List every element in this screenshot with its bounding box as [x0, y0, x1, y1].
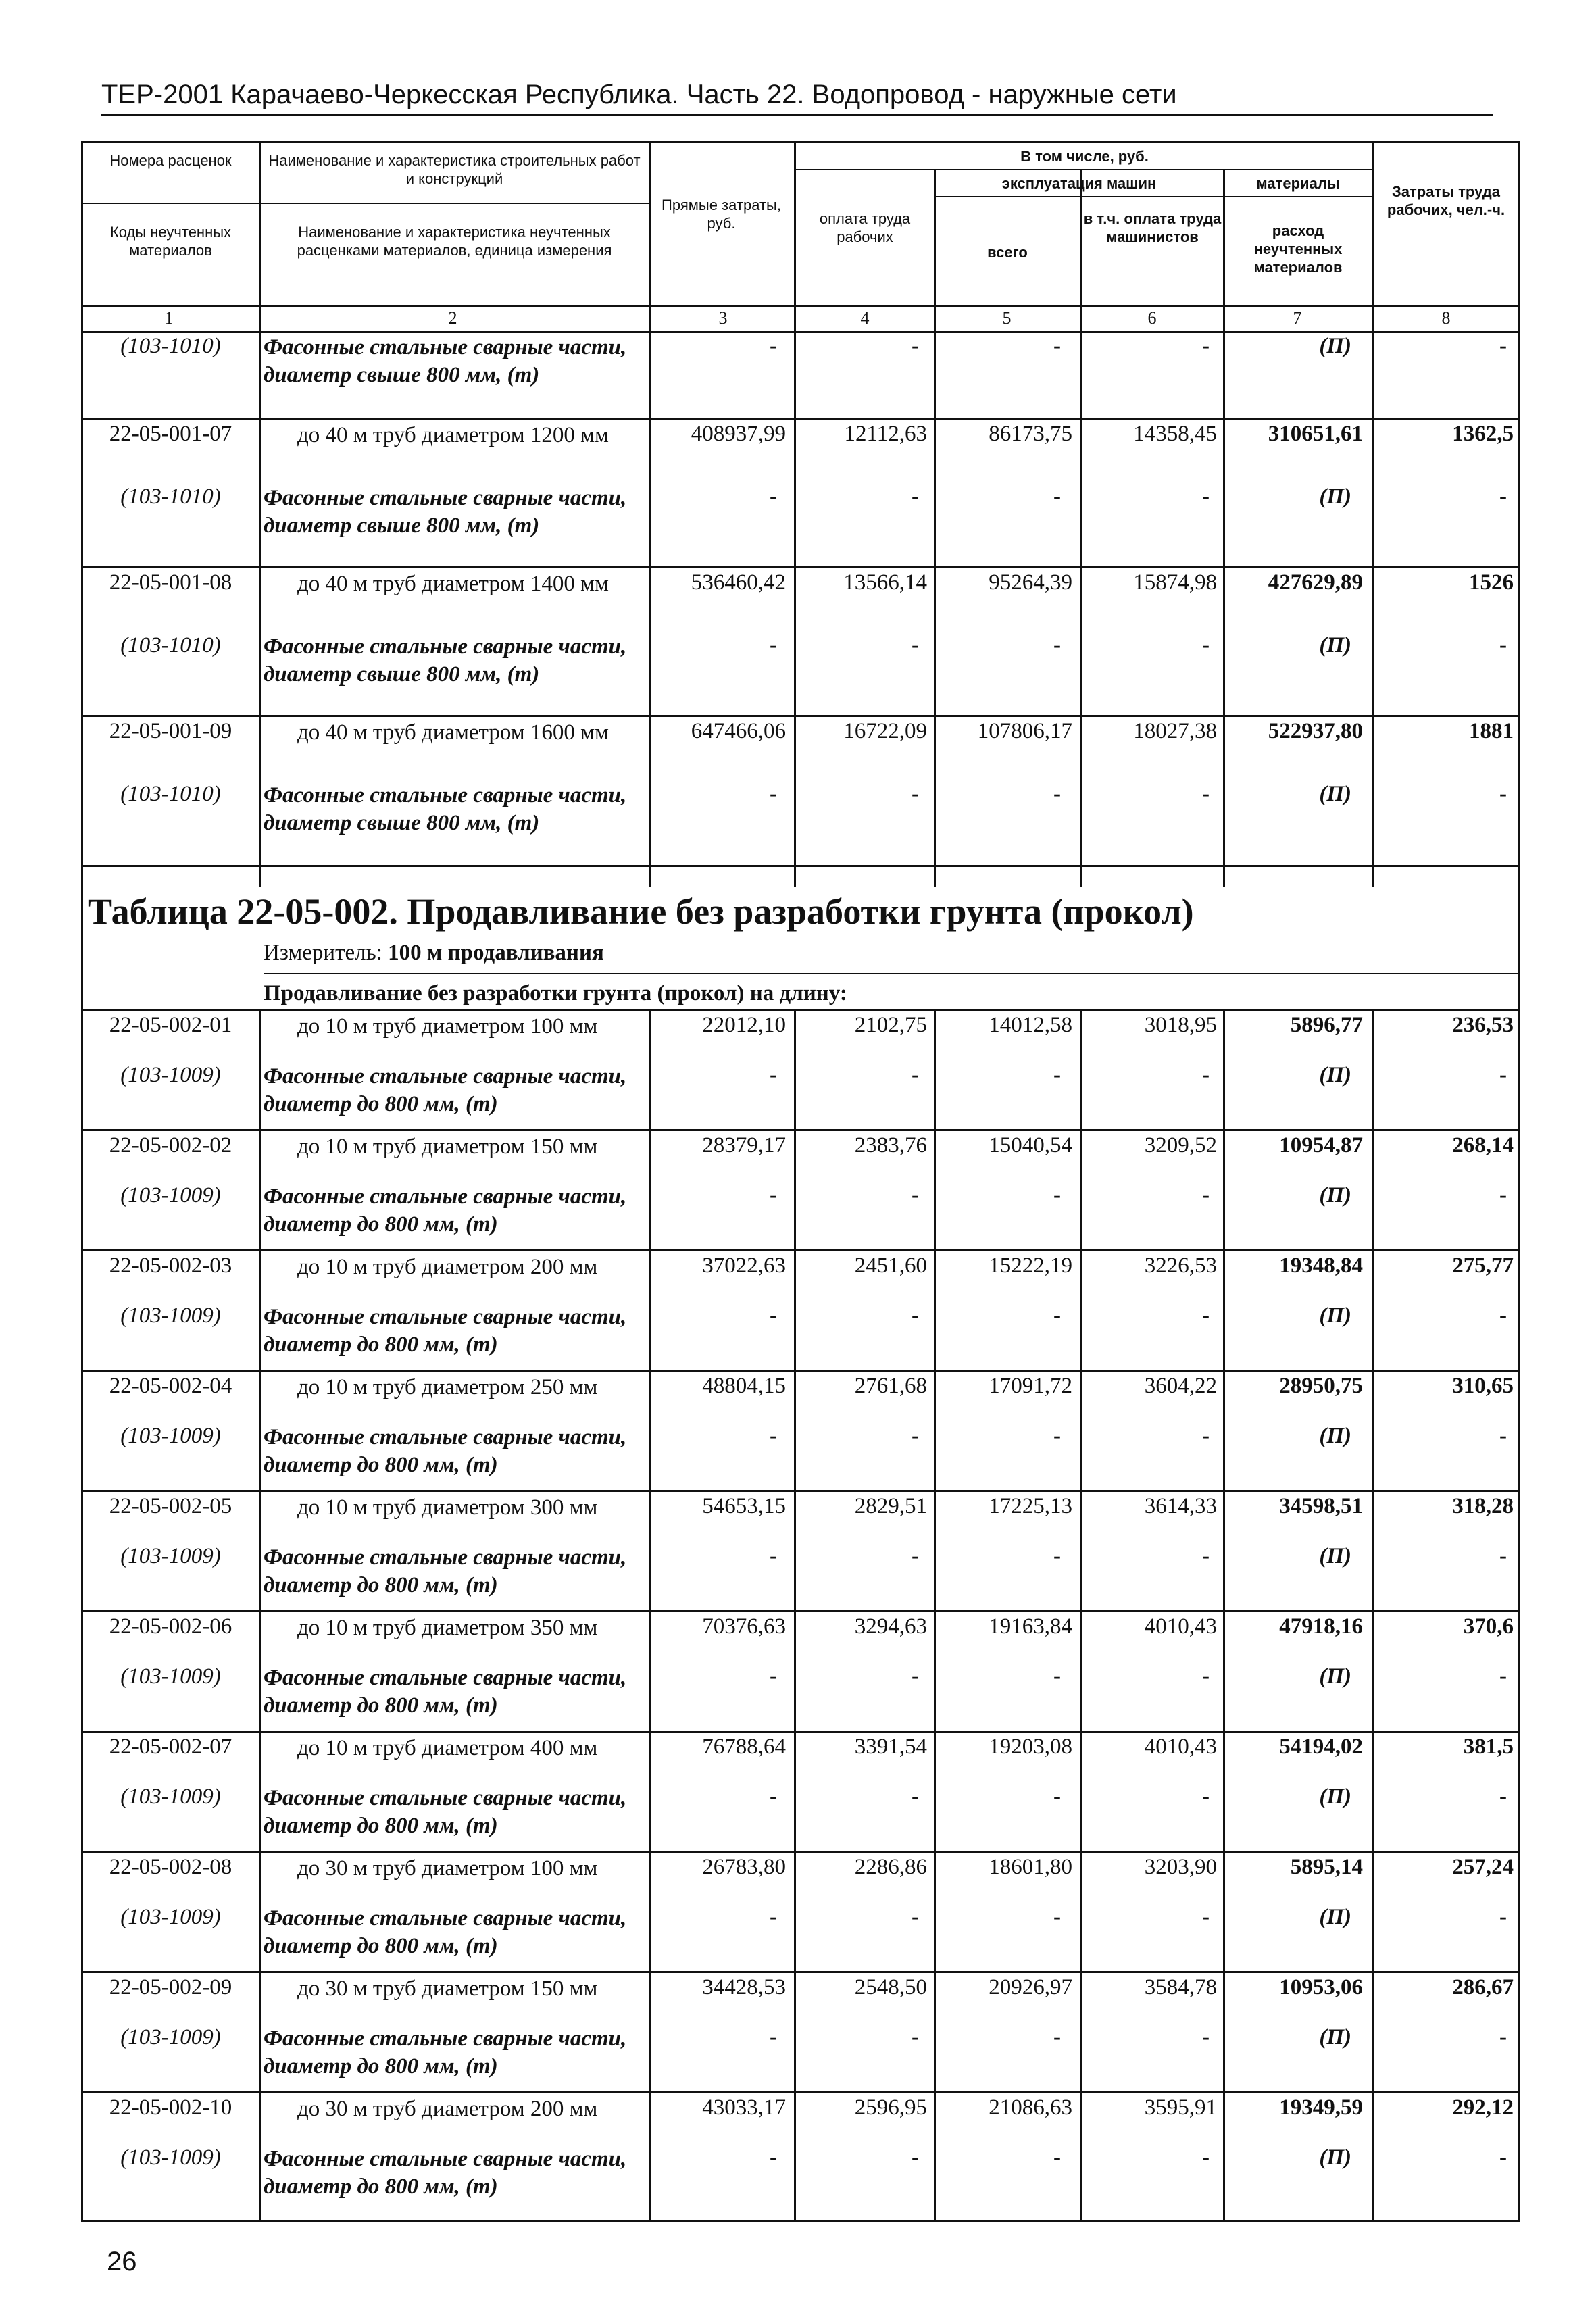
row-separator [81, 1009, 1520, 1011]
dash: - [770, 1905, 777, 1929]
direct-cost: 48804,15 [702, 1374, 786, 1398]
rate-code: 22-05-002-10 [109, 2095, 232, 2120]
machines-value: 19163,84 [989, 1614, 1072, 1639]
materials-value: 427629,89 [1268, 570, 1363, 595]
col-number: 5 [1002, 308, 1012, 328]
direct-cost: 28379,17 [702, 1133, 786, 1158]
rate-code: 22-05-002-01 [109, 1013, 232, 1037]
col-divider [259, 141, 261, 887]
dash: - [1202, 782, 1210, 806]
labor-value: 318,28 [1452, 1494, 1514, 1518]
dash: - [1499, 1183, 1507, 1208]
labor-value: 1526 [1469, 570, 1514, 595]
col-divider [1372, 141, 1374, 887]
table-title: Таблица 22-05-002. Продавливание без разработки грунта (прокол) [88, 891, 1194, 932]
materials-value: 54194,02 [1279, 1735, 1363, 1759]
material-p: (П) [1319, 2145, 1351, 2170]
dash: - [1499, 1424, 1507, 1448]
materials-value: 34598,51 [1279, 1494, 1363, 1518]
material-p: (П) [1319, 1303, 1351, 1328]
col-number: 1 [164, 308, 174, 328]
wages-value: 2102,75 [854, 1013, 927, 1037]
direct-cost: 54653,15 [702, 1494, 786, 1518]
dash: - [912, 1664, 919, 1689]
wages-value: 2761,68 [854, 1374, 927, 1398]
material-code: (103-1009) [120, 1544, 221, 1568]
wages-value: 13566,14 [843, 570, 927, 595]
materials-value: 19348,84 [1279, 1253, 1363, 1278]
dash: - [1053, 633, 1061, 657]
material-code: (103-1009) [120, 1063, 221, 1087]
header-works: Наименование и характеристика строительных работ и конструкций [268, 152, 641, 187]
wages-value: 16722,09 [843, 719, 927, 743]
rate-code: 22-05-002-04 [109, 1374, 232, 1398]
row-separator [81, 1490, 1520, 1492]
row-separator [81, 2091, 1520, 2093]
machinist-wages-value: 3018,95 [1144, 1013, 1217, 1037]
direct-cost: 43033,17 [702, 2095, 786, 2120]
col-divider [1080, 169, 1082, 887]
material-desc: Фасонные стальные сварные части, диаметр до 800 мм, (т) [264, 1666, 627, 1718]
material-desc: Фасонные стальные сварные части, диаметр до 800 мм, (т) [264, 1305, 627, 1357]
work-desc: до 10 м труб диаметром 100 мм [297, 1014, 598, 1039]
row-separator [81, 1249, 1520, 1251]
dash: - [912, 1785, 919, 1809]
col-divider [1223, 169, 1225, 887]
material-desc: Фасонные стальные сварные части, диаметр до 800 мм, (т) [264, 2147, 627, 2199]
dash: - [770, 2145, 777, 2170]
dash: - [1053, 2025, 1061, 2049]
material-p: (П) [1319, 1905, 1351, 1929]
dash: - [1202, 633, 1210, 657]
machines-value: 95264,39 [989, 570, 1072, 595]
dash: - [1499, 1544, 1507, 1568]
row-separator [81, 1129, 1520, 1131]
dash: - [770, 1664, 777, 1689]
col-number: 7 [1293, 308, 1302, 328]
material-desc: Фасонные стальные сварные части, диаметр до 800 мм, (т) [264, 1906, 627, 1958]
machines-value: 107806,17 [977, 719, 1072, 743]
measure [264, 941, 604, 966]
row-separator [81, 418, 1520, 420]
wages-value: 2383,76 [854, 1133, 927, 1158]
dash: - [1053, 334, 1061, 358]
dash: - [912, 1905, 919, 1929]
dash: - [912, 484, 919, 509]
col-number: 6 [1147, 308, 1157, 328]
col-divider [1372, 1009, 1374, 2222]
dash: - [770, 1063, 777, 1087]
dash: - [1053, 1063, 1061, 1087]
material-code: (103-1010) [120, 484, 221, 509]
labor-value: 257,24 [1452, 1855, 1514, 1879]
rate-code: 22-05-002-02 [109, 1133, 232, 1158]
dash: - [770, 1785, 777, 1809]
labor-value: 275,77 [1452, 1253, 1514, 1278]
header-wages: оплата труда рабочих [819, 210, 911, 245]
rate-code: 22-05-002-08 [109, 1855, 232, 1879]
material-code: (103-1009) [120, 2145, 221, 2170]
dash: - [1202, 1544, 1210, 1568]
page-header: ТЕР-2001 Карачаево-Черкесская Республика. Часть 22. Водопровод - наружные сети [101, 80, 1493, 116]
col-divider [794, 1009, 796, 2222]
dash: - [1499, 1303, 1507, 1328]
wages-value: 2548,50 [854, 1975, 927, 1999]
page-number: 26 [107, 2247, 137, 2276]
dash: - [1499, 782, 1507, 806]
header-material-consumption: расход неучтенных материалов [1253, 222, 1343, 276]
labor-value: 381,5 [1463, 1735, 1514, 1759]
machines-value: 18601,80 [989, 1855, 1072, 1879]
dash: - [912, 1303, 919, 1328]
materials-value: 19349,59 [1279, 2095, 1363, 2120]
machines-value: 17091,72 [989, 1374, 1072, 1398]
col-divider [649, 1009, 651, 2222]
machinist-wages-value: 3584,78 [1144, 1975, 1217, 1999]
labor-value: 370,6 [1463, 1614, 1514, 1639]
dash: - [1499, 334, 1507, 358]
wages-value: 12112,63 [844, 422, 927, 446]
row-separator [81, 1851, 1520, 1853]
labor-value: 268,14 [1452, 1133, 1514, 1158]
dash: - [1053, 2145, 1061, 2170]
row-separator [81, 1610, 1520, 1612]
dash: - [770, 2025, 777, 2049]
material-code: (103-1009) [120, 1664, 221, 1689]
materials-value: 28950,75 [1279, 1374, 1363, 1398]
material-desc: Фасонные стальные сварные части, диаметр свыше 800 мм, (т) [264, 634, 627, 687]
work-desc: до 30 м труб диаметром 100 мм [297, 1856, 598, 1881]
dash: - [1202, 1183, 1210, 1208]
work-desc: до 10 м труб диаметром 300 мм [297, 1495, 598, 1520]
dash: - [770, 1183, 777, 1208]
header-direct-costs: Прямые затраты, руб. [662, 197, 781, 232]
machines-value: 15222,19 [989, 1253, 1072, 1278]
direct-cost: 22012,10 [702, 1013, 786, 1037]
machines-value: 15040,54 [989, 1133, 1072, 1158]
dash: - [912, 1544, 919, 1568]
dash: - [1202, 1785, 1210, 1809]
material-desc: Фасонные стальные сварные части, диаметр свыше 800 мм, (т) [264, 335, 627, 387]
row-separator [81, 715, 1520, 717]
section-row: Продавливание без разработки грунта (прокол) на длину: [264, 981, 847, 1005]
header-materials: материалы [1256, 175, 1340, 192]
materials-value: 47918,16 [1279, 1614, 1363, 1639]
material-code: (103-1009) [120, 1303, 221, 1328]
machinist-wages-value: 3226,53 [1144, 1253, 1217, 1278]
material-desc: Фасонные стальные сварные части, диаметр свыше 800 мм, (т) [264, 783, 627, 835]
material-code: (103-1010) [120, 782, 221, 806]
rate-code: 22-05-001-07 [109, 422, 232, 446]
machines-value: 86173,75 [989, 422, 1072, 446]
material-p: (П) [1319, 782, 1351, 806]
material-code: (103-1009) [120, 1424, 221, 1448]
machinist-wages-value: 18027,38 [1133, 719, 1217, 743]
dash: - [1499, 1905, 1507, 1929]
rate-code: 22-05-001-08 [109, 570, 232, 595]
dash: - [1202, 1664, 1210, 1689]
dash: - [1202, 1303, 1210, 1328]
dash: - [1053, 782, 1061, 806]
header-materials-desc: Наименование и характеристика неучтенных расценками материалов, единица измерения [297, 224, 612, 259]
header-line [81, 305, 1520, 307]
labor-value: 310,65 [1452, 1374, 1514, 1398]
header-line [794, 169, 1372, 170]
dash: - [1499, 484, 1507, 509]
col-number: 3 [718, 308, 728, 328]
direct-cost: 408937,99 [691, 422, 786, 446]
dash: - [912, 1063, 919, 1087]
labor-value: 286,67 [1452, 1975, 1514, 1999]
dash: - [912, 1183, 919, 1208]
section-line [264, 973, 1520, 974]
dash: - [1499, 1063, 1507, 1087]
material-code: (103-1010) [120, 633, 221, 657]
work-desc: до 30 м труб диаметром 200 мм [297, 2097, 598, 2121]
col-divider [934, 169, 936, 887]
dash: - [1053, 1664, 1061, 1689]
work-desc: до 30 м труб диаметром 150 мм [297, 1976, 598, 2001]
dash: - [1202, 1063, 1210, 1087]
dash: - [1499, 1785, 1507, 1809]
rate-code: 22-05-002-07 [109, 1735, 232, 1759]
machines-value: 19203,08 [989, 1735, 1072, 1759]
dash: - [770, 1303, 777, 1328]
machinist-wages-value: 15874,98 [1133, 570, 1217, 595]
dash: - [1202, 2145, 1210, 2170]
material-desc: Фасонные стальные сварные части, диаметр до 800 мм, (т) [264, 2026, 627, 2078]
machinist-wages-value: 14358,45 [1133, 422, 1217, 446]
material-p: (П) [1319, 2025, 1351, 2049]
materials-value: 5895,14 [1290, 1855, 1363, 1879]
row-separator [81, 1370, 1520, 1372]
col-divider [934, 1009, 936, 2222]
material-desc: Фасонные стальные сварные части, диаметр до 800 мм, (т) [264, 1786, 627, 1838]
material-desc: Фасонные стальные сварные части, диаметр свыше 800 мм, (т) [264, 486, 627, 538]
header-labor: Затраты труда рабочих, чел.-ч. [1387, 183, 1505, 218]
machines-value: 14012,58 [989, 1013, 1072, 1037]
dash: - [770, 633, 777, 657]
material-code: (103-1010) [120, 334, 221, 358]
dash: - [1053, 1303, 1061, 1328]
header-machinist-wages: в т.ч. оплата труда машинистов [1083, 210, 1222, 245]
header-line [934, 196, 1372, 197]
machinist-wages-value: 3604,22 [1144, 1374, 1217, 1398]
wages-value: 2596,95 [854, 2095, 927, 2120]
work-desc: до 40 м труб диаметром 1200 мм [297, 423, 609, 447]
direct-cost: 70376,63 [702, 1614, 786, 1639]
rate-code: 22-05-001-09 [109, 719, 232, 743]
dash: - [912, 782, 919, 806]
machines-value: 17225,13 [989, 1494, 1072, 1518]
work-desc: до 40 м труб диаметром 1600 мм [297, 720, 609, 745]
material-p: (П) [1319, 633, 1351, 657]
materials-value: 310651,61 [1268, 422, 1363, 446]
material-p: (П) [1319, 1544, 1351, 1568]
row-separator [81, 1971, 1520, 1973]
material-code: (103-1009) [120, 2025, 221, 2049]
dash: - [1053, 1785, 1061, 1809]
header-all: всего [987, 244, 1028, 261]
work-desc: до 10 м труб диаметром 350 мм [297, 1616, 598, 1640]
col-divider [649, 141, 651, 887]
wages-value: 3391,54 [854, 1735, 927, 1759]
labor-value: 292,12 [1452, 2095, 1514, 2120]
wages-value: 3294,63 [854, 1614, 927, 1639]
dash: - [912, 2025, 919, 2049]
material-desc: Фасонные стальные сварные части, диаметр до 800 мм, (т) [264, 1064, 627, 1116]
work-desc: до 10 м труб диаметром 250 мм [297, 1375, 598, 1399]
labor-value: 1362,5 [1452, 422, 1514, 446]
dash: - [912, 334, 919, 358]
materials-value: 10954,87 [1279, 1133, 1363, 1158]
material-p: (П) [1319, 1424, 1351, 1448]
machinist-wages-value: 4010,43 [1144, 1735, 1217, 1759]
material-desc: Фасонные стальные сварные части, диаметр до 800 мм, (т) [264, 1545, 627, 1597]
machinist-wages-value: 3595,91 [1144, 2095, 1217, 2120]
dash: - [1202, 2025, 1210, 2049]
row-separator [81, 1731, 1520, 1733]
material-p: (П) [1319, 1664, 1351, 1689]
dash: - [1499, 2025, 1507, 2049]
dash: - [770, 782, 777, 806]
dash: - [1202, 1905, 1210, 1929]
dash: - [912, 1424, 919, 1448]
col-number: 8 [1441, 308, 1451, 328]
measure-label: Измеритель: [264, 941, 382, 965]
row-separator [81, 566, 1520, 568]
dash: - [770, 1424, 777, 1448]
direct-cost: 26783,80 [702, 1855, 786, 1879]
dash: - [770, 484, 777, 509]
dash: - [1499, 2145, 1507, 2170]
direct-cost: 76788,64 [702, 1735, 786, 1759]
materials-value: 10953,06 [1279, 1975, 1363, 1999]
dash: - [1053, 1905, 1061, 1929]
dash: - [1053, 484, 1061, 509]
dash: - [1053, 1424, 1061, 1448]
machinist-wages-value: 3614,33 [1144, 1494, 1217, 1518]
col-number: 4 [860, 308, 870, 328]
material-p: (П) [1319, 334, 1351, 358]
header-rates: Номера расценок [109, 152, 232, 169]
machinist-wages-value: 3203,90 [1144, 1855, 1217, 1879]
direct-cost: 536460,42 [691, 570, 786, 595]
machinist-wages-value: 4010,43 [1144, 1614, 1217, 1639]
dash: - [1499, 1664, 1507, 1689]
materials-value: 5896,77 [1290, 1013, 1363, 1037]
work-desc: до 10 м труб диаметром 200 мм [297, 1255, 598, 1279]
work-desc: до 40 м труб диаметром 1400 мм [297, 572, 609, 596]
material-code: (103-1009) [120, 1905, 221, 1929]
material-p: (П) [1319, 484, 1351, 509]
materials-value: 522937,80 [1268, 719, 1363, 743]
measure-value: 100 м продавливания [388, 941, 604, 965]
dash: - [1053, 1544, 1061, 1568]
material-desc: Фасонные стальные сварные части, диаметр до 800 мм, (т) [264, 1425, 627, 1477]
material-desc: Фасонные стальные сварные части, диаметр до 800 мм, (т) [264, 1185, 627, 1237]
machines-value: 20926,97 [989, 1975, 1072, 1999]
machines-value: 21086,63 [989, 2095, 1072, 2120]
header-machines: эксплуатация машин [1001, 175, 1157, 192]
col-number: 2 [448, 308, 457, 328]
dash: - [1202, 334, 1210, 358]
material-code: (103-1009) [120, 1183, 221, 1208]
direct-cost: 37022,63 [702, 1253, 786, 1278]
direct-cost: 647466,06 [691, 719, 786, 743]
wages-value: 2451,60 [854, 1253, 927, 1278]
header-line [81, 203, 649, 204]
dash: - [1499, 633, 1507, 657]
dash: - [912, 2145, 919, 2170]
dash: - [1053, 1183, 1061, 1208]
dash: - [912, 633, 919, 657]
material-code: (103-1009) [120, 1785, 221, 1809]
header-line [81, 331, 1520, 333]
wages-value: 2829,51 [854, 1494, 927, 1518]
rate-code: 22-05-002-06 [109, 1614, 232, 1639]
dash: - [1202, 484, 1210, 509]
col-divider [259, 1009, 261, 2222]
wages-value: 2286,86 [854, 1855, 927, 1879]
labor-value: 1881 [1469, 719, 1514, 743]
dash: - [770, 334, 777, 358]
col-divider [1080, 1009, 1082, 2222]
header-including: В том числе, руб. [1020, 148, 1149, 165]
rate-code: 22-05-002-09 [109, 1975, 232, 1999]
work-desc: до 10 м труб диаметром 400 мм [297, 1736, 598, 1760]
table-separator [81, 865, 1520, 867]
material-p: (П) [1319, 1785, 1351, 1809]
header-material-codes: Коды неучтенных материалов [109, 224, 232, 259]
material-p: (П) [1319, 1183, 1351, 1208]
work-desc: до 10 м труб диаметром 150 мм [297, 1135, 598, 1159]
rate-code: 22-05-002-03 [109, 1253, 232, 1278]
material-p: (П) [1319, 1063, 1351, 1087]
dash: - [1202, 1424, 1210, 1448]
col-divider [794, 141, 796, 887]
rate-code: 22-05-002-05 [109, 1494, 232, 1518]
machinist-wages-value: 3209,52 [1144, 1133, 1217, 1158]
labor-value: 236,53 [1452, 1013, 1514, 1037]
direct-cost: 34428,53 [702, 1975, 786, 1999]
col-divider [1223, 1009, 1225, 2222]
dash: - [770, 1544, 777, 1568]
